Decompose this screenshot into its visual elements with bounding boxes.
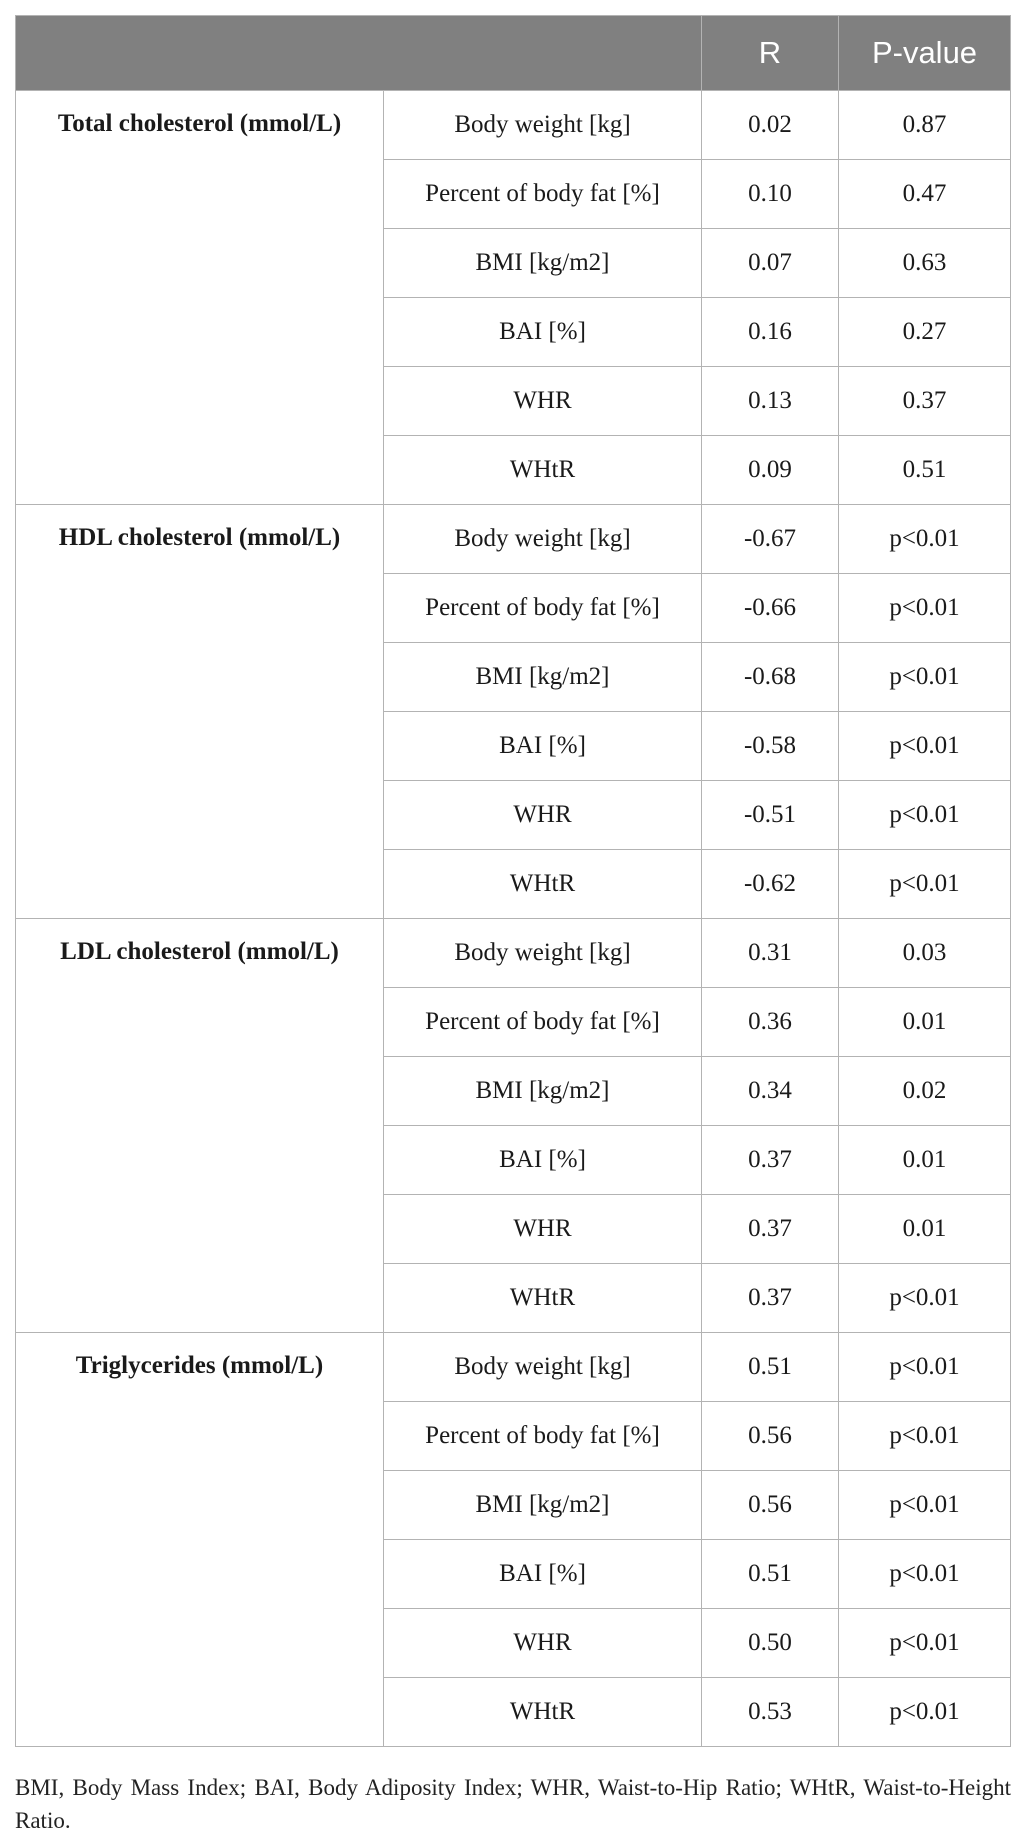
measure-cell: WHR bbox=[384, 1195, 702, 1264]
r-value-cell: -0.67 bbox=[702, 505, 839, 574]
p-value-cell: 0.27 bbox=[839, 298, 1011, 367]
p-value-cell: 0.03 bbox=[839, 919, 1011, 988]
r-value-cell: 0.09 bbox=[702, 436, 839, 505]
r-value-cell: 0.13 bbox=[702, 367, 839, 436]
group-label: LDL cholesterol (mmol/L) bbox=[16, 919, 384, 1333]
p-value-cell: p<0.01 bbox=[839, 1402, 1011, 1471]
measure-cell: Body weight [kg] bbox=[384, 91, 702, 160]
r-value-cell: 0.36 bbox=[702, 988, 839, 1057]
measure-cell: BAI [%] bbox=[384, 1126, 702, 1195]
measure-cell: BMI [kg/m2] bbox=[384, 1471, 702, 1540]
measure-cell: WHR bbox=[384, 1609, 702, 1678]
measure-cell: Body weight [kg] bbox=[384, 505, 702, 574]
p-value-cell: 0.02 bbox=[839, 1057, 1011, 1126]
p-value-cell: 0.87 bbox=[839, 91, 1011, 160]
p-value-cell: p<0.01 bbox=[839, 1471, 1011, 1540]
r-value-cell: 0.34 bbox=[702, 1057, 839, 1126]
p-value-cell: 0.47 bbox=[839, 160, 1011, 229]
p-value-cell: p<0.01 bbox=[839, 643, 1011, 712]
measure-cell: BAI [%] bbox=[384, 1540, 702, 1609]
p-value-cell: p<0.01 bbox=[839, 1540, 1011, 1609]
table-row bbox=[16, 91, 1011, 160]
measure-cell: Percent of body fat [%] bbox=[384, 1402, 702, 1471]
p-value-cell: 0.63 bbox=[839, 229, 1011, 298]
measure-cell: Body weight [kg] bbox=[384, 919, 702, 988]
measure-cell: BMI [kg/m2] bbox=[384, 1057, 702, 1126]
table-row bbox=[16, 505, 1011, 574]
measure-cell: BMI [kg/m2] bbox=[384, 643, 702, 712]
header-r: R bbox=[702, 16, 839, 91]
r-value-cell: 0.37 bbox=[702, 1195, 839, 1264]
r-value-cell: 0.56 bbox=[702, 1402, 839, 1471]
p-value-cell: p<0.01 bbox=[839, 505, 1011, 574]
correlation-table bbox=[15, 15, 1011, 1747]
measure-cell: WHtR bbox=[384, 1678, 702, 1747]
p-value-cell: 0.01 bbox=[839, 1195, 1011, 1264]
r-value-cell: 0.56 bbox=[702, 1471, 839, 1540]
p-value-cell: p<0.01 bbox=[839, 1264, 1011, 1333]
measure-cell: BAI [%] bbox=[384, 298, 702, 367]
header-row bbox=[16, 16, 1011, 91]
table-body bbox=[16, 91, 1011, 1747]
table-row bbox=[16, 1333, 1011, 1402]
r-value-cell: -0.62 bbox=[702, 850, 839, 919]
group-label: Total cholesterol (mmol/L) bbox=[16, 91, 384, 505]
p-value-cell: p<0.01 bbox=[839, 1678, 1011, 1747]
table-footnote: BMI, Body Mass Index; BAI, Body Adiposity Index; WHR, Waist-to-Hip Ratio; WHtR, Waist-to-Height Ratio. bbox=[15, 1775, 1011, 1833]
r-value-cell: 0.16 bbox=[702, 298, 839, 367]
r-value-cell: -0.66 bbox=[702, 574, 839, 643]
p-value-cell: 0.01 bbox=[839, 988, 1011, 1057]
table-row bbox=[16, 919, 1011, 988]
r-value-cell: 0.51 bbox=[702, 1540, 839, 1609]
p-value-cell: 0.37 bbox=[839, 367, 1011, 436]
r-value-cell: -0.58 bbox=[702, 712, 839, 781]
table-container bbox=[15, 15, 1010, 1747]
measure-cell: Percent of body fat [%] bbox=[384, 574, 702, 643]
r-value-cell: 0.53 bbox=[702, 1678, 839, 1747]
r-value-cell: -0.51 bbox=[702, 781, 839, 850]
header-blank bbox=[16, 16, 702, 91]
r-value-cell: 0.10 bbox=[702, 160, 839, 229]
p-value-cell: p<0.01 bbox=[839, 574, 1011, 643]
p-value-cell: p<0.01 bbox=[839, 712, 1011, 781]
p-value-cell: 0.51 bbox=[839, 436, 1011, 505]
measure-cell: Percent of body fat [%] bbox=[384, 988, 702, 1057]
r-value-cell: 0.50 bbox=[702, 1609, 839, 1678]
measure-cell: WHtR bbox=[384, 436, 702, 505]
p-value-cell: p<0.01 bbox=[839, 850, 1011, 919]
measure-cell: WHtR bbox=[384, 1264, 702, 1333]
measure-cell: WHR bbox=[384, 367, 702, 436]
p-value-cell: p<0.01 bbox=[839, 1333, 1011, 1402]
measure-cell: BMI [kg/m2] bbox=[384, 229, 702, 298]
measure-cell: BAI [%] bbox=[384, 712, 702, 781]
r-value-cell: 0.37 bbox=[702, 1264, 839, 1333]
measure-cell: WHtR bbox=[384, 850, 702, 919]
r-value-cell: -0.68 bbox=[702, 643, 839, 712]
r-value-cell: 0.31 bbox=[702, 919, 839, 988]
header-p-value: P-value bbox=[839, 16, 1011, 91]
group-label: HDL cholesterol (mmol/L) bbox=[16, 505, 384, 919]
r-value-cell: 0.07 bbox=[702, 229, 839, 298]
group-label: Triglycerides (mmol/L) bbox=[16, 1333, 384, 1747]
table-header bbox=[16, 16, 1011, 91]
measure-cell: Body weight [kg] bbox=[384, 1333, 702, 1402]
p-value-cell: p<0.01 bbox=[839, 781, 1011, 850]
measure-cell: Percent of body fat [%] bbox=[384, 160, 702, 229]
measure-cell: WHR bbox=[384, 781, 702, 850]
r-value-cell: 0.51 bbox=[702, 1333, 839, 1402]
p-value-cell: p<0.01 bbox=[839, 1609, 1011, 1678]
r-value-cell: 0.02 bbox=[702, 91, 839, 160]
r-value-cell: 0.37 bbox=[702, 1126, 839, 1195]
p-value-cell: 0.01 bbox=[839, 1126, 1011, 1195]
